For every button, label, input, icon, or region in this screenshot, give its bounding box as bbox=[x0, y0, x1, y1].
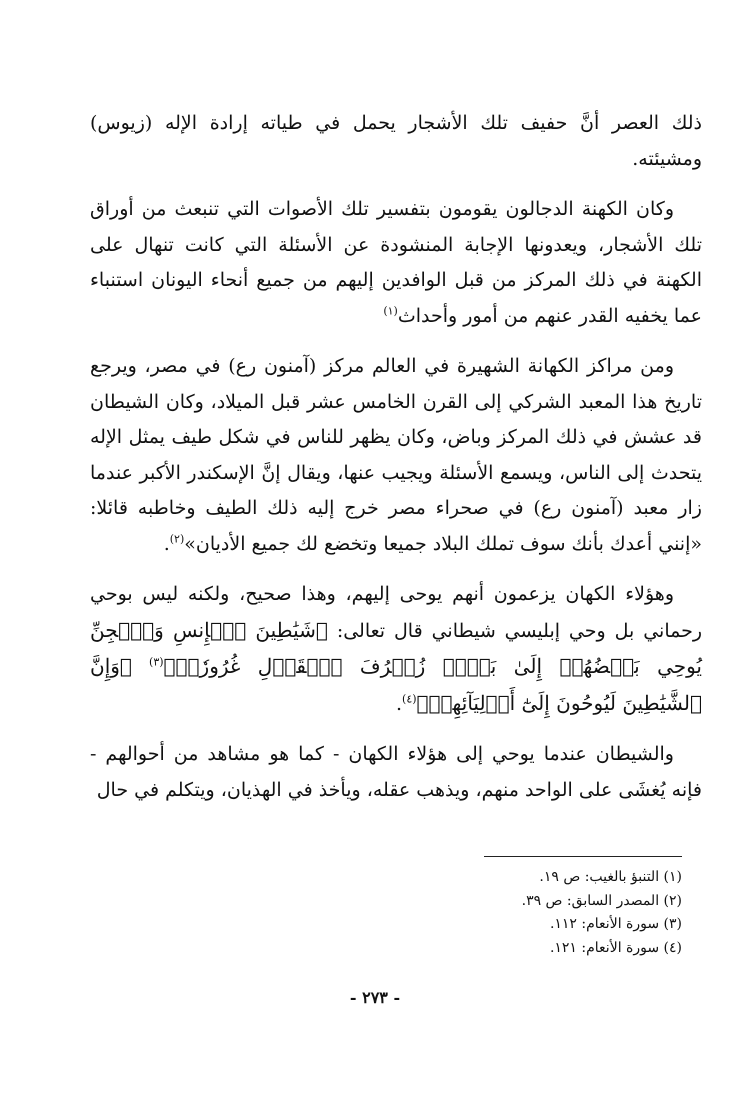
footnote-ref-1: (١) bbox=[383, 304, 398, 318]
paragraph-3-text: ومن مراكز الكهانة الشهيرة في العالم مركز (آمنون رع) في مصر، ويرجع تاريخ هذا المعبد الشركي إلى القرن الخامس عشر قبل الميلاد، وكان الشيطان قد عشش في ذلك المركز وباض، وكان يظهر للناس في شكل طيف يمثل الإله يتحدث إلى الناس، ويسمع الأسئلة ويجيب عنها، ويقال إنَّ الإسكندر الأكبر عندما زار معبد (آمنون رع) في صحراء مصر خرج إليه ذلك الطيف وخاطبه قائلا: «إنني أعدك بأنك سوف تملك البلاد جميعا وتخضع لك جميع الأديان» bbox=[90, 355, 702, 555]
quran-verse-1: ﴿شَيَٰطِينَ ٱلۡإِنسِ وَٱلۡجِنِّ يُوحِي بَعۡضُهُمۡ إِلَىٰ بَعۡضٖ زُخۡرُفَ ٱلۡقَوۡلِ غُرُورٗاۚ﴾ bbox=[90, 617, 703, 678]
paragraph-2-text: وكان الكهنة الدجالون يقومون بتفسير تلك الأصوات التي تنبعث من أوراق تلك الأشجار، ويعدونها الإجابة المنشودة عن الأسئلة التي كانت تنهال على الكهنة في ذلك المركز من قبل الوافدين إليهم من جميع أنحاء اليونان استنباء عما يخفيه القدر عنهم من أمور وأحداث bbox=[90, 198, 702, 327]
footnotes bbox=[382, 866, 682, 960]
footnote-ref-2: (٢) bbox=[169, 532, 185, 546]
paragraph-4-text: وهؤلاء الكهان يزعمون أنهم يوحى إليهم، وهذا صحيح، ولكنه ليس بوحي رحماني بل وحي إبليسي شيطاني قال تعالى: bbox=[90, 583, 703, 642]
paragraph-4-tail: . bbox=[395, 692, 403, 715]
footnote-ref-3: (٣) bbox=[149, 655, 164, 669]
main-text bbox=[90, 106, 702, 823]
paragraph-1-text: ذلك العصر أنَّ حفيف تلك الأشجار يحمل في طياته إرادة الإله (زيوس) ومشيئته. bbox=[90, 112, 702, 170]
paragraph-2 bbox=[90, 192, 702, 334]
paragraph-3-tail: . bbox=[163, 532, 170, 555]
footnote-1: (١) التنبؤ بالغيب: ص ١٩. bbox=[539, 869, 682, 885]
paragraph-1 bbox=[90, 106, 702, 177]
quran-verse-2: ﴿وَإِنَّ ٱلشَّيَٰطِينَ لَيُوحُونَ إِلَىٰٓ أَوۡلِيَآئِهِمۡ﴾ bbox=[90, 654, 702, 715]
footnote-3: (٣) سورة الأنعام: ١١٢. bbox=[549, 916, 682, 932]
paragraph-5 bbox=[90, 737, 702, 808]
paragraph-5-text: والشيطان عندما يوحي إلى هؤلاء الكهان - كما هو مشاهد من أحوالهم - فإنه يُغشَى على الواحد منهم، ويذهب عقله، ويأخذ في الهذيان، ويتكلم في حال bbox=[90, 743, 702, 801]
paragraph-4 bbox=[90, 577, 702, 722]
page-number: - ٢٧٣ - bbox=[349, 988, 401, 1007]
footnote-divider bbox=[484, 856, 682, 857]
footnote-2: (٢) المصدر السابق: ص ٣٩. bbox=[521, 892, 682, 909]
paragraph-3 bbox=[90, 349, 702, 562]
footnote-ref-4: (٤) bbox=[402, 692, 417, 706]
footnote-4: (٤) سورة الأنعام: ١٢١. bbox=[549, 939, 682, 956]
